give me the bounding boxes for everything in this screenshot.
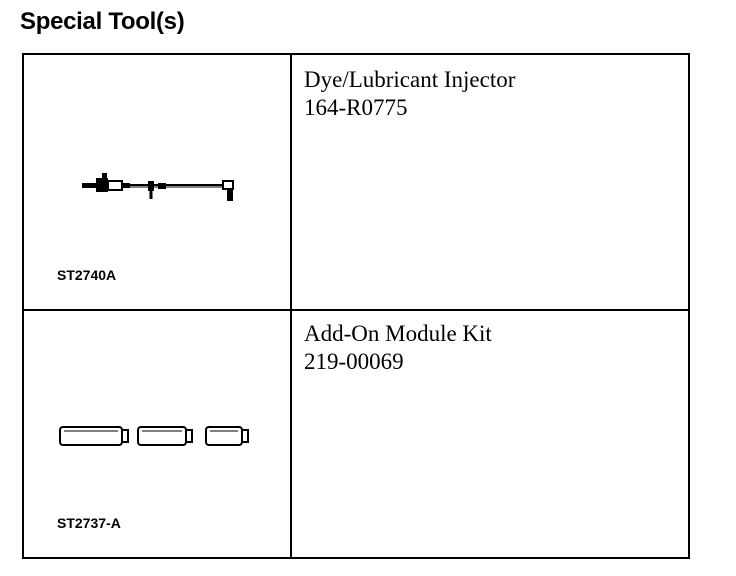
add-on-module-kit-illustration [58, 421, 258, 451]
special-tools-table [22, 53, 690, 559]
tool-image-cell [24, 311, 292, 557]
tool-description-cell [292, 311, 688, 557]
tool-row [24, 55, 688, 311]
tool-code: ST2737-A [57, 515, 121, 531]
tool-name: Dye/Lubricant Injector [304, 67, 516, 92]
tool-row [24, 311, 688, 557]
section-heading: Special Tool(s) [20, 8, 185, 35]
tool-code: ST2740A [57, 267, 117, 283]
tool-description-cell [292, 55, 688, 309]
dye-lubricant-injector-illustration [78, 165, 248, 205]
tool-part-number: 219-00069 [304, 349, 404, 374]
tool-part-number: 164-R0775 [304, 95, 408, 120]
tool-name: Add-On Module Kit [304, 321, 492, 346]
tool-image-cell [24, 55, 292, 309]
